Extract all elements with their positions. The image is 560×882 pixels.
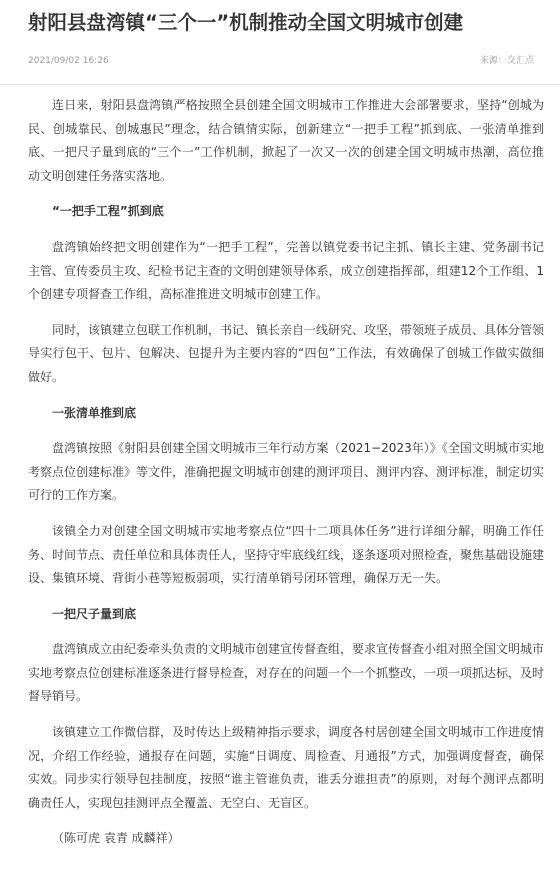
header-divider: [0, 84, 560, 85]
paragraph-section1-a: 盘湾镇始终把文明创建作为“一把手工程”，完善以镇党委书记主抓、镇长主建、党务副书记主管、宣传委员主攻、纪检书记主查的文明创建领导体系，成立创建指挥部，组建12个工作组、1个创建专项督查工作组，高标准推进文明城市创建工作。: [28, 239, 544, 302]
article-authors: （陈可虎 袁青 成麟祥）: [52, 831, 180, 846]
paragraph-section1-b: 同时，该镇建立包联工作机制，书记、镇长亲自一线研究、攻坚，带领班子成员、具体分管领导实行包干、包片、包解决、包提升为主要内容的“四包”工作法，有效确保了创城工作做实做细做好。: [28, 322, 545, 384]
article-meta: [28, 54, 544, 68]
article-body: [28, 88, 544, 851]
paragraph-section3-a: 盘湾镇成立由纪委牵头负责的文明城市创建宣传督查组，要求宣传督查小组对照全国文明城市实地考察点位创建标准逐条进行督导检查，对存在的问题一个一个抓整改，一项一项抓达标，及时督导销号。: [28, 642, 545, 704]
paragraph-section3-b: 该镇建立工作微信群，及时传达上级精神指示要求，调度各村居创建全国文明城市工作进度情况，介绍工作经验，通报存在问题，实施“日调度、周检查、月通报”方式，加强调度督查，确保实效。同步实行领导包挂制度，按照“谁主管谁负责，谁丢分谁担责”的原则，对每个测评点都明确责任人，实现包挂测评点全覆盖、无空白、无盲区。: [28, 725, 545, 810]
publish-datetime: 2021/09/02 16:26: [28, 56, 109, 66]
article-title: 射阳县盘湾镇“三个一”机制推动全国文明城市创建: [28, 11, 464, 34]
paragraph-intro: 连日来，射阳县盘湾镇严格按照全县创建全国文明城市工作推进大会部署要求，坚持“创城为民、创城靠民、创城惠民”理念，结合镇情实际，创新建立“一把手工程”抓到底、一张清单推到底、一把尺子量到底的“三个一”工作机制，掀起了一次又一次的创建全国文明城市热潮，高位推动文明创建任务落实落地。: [28, 98, 544, 183]
section-heading-2: 一张清单推到底: [52, 405, 137, 420]
section-heading-3: 一把尺子量到底: [52, 606, 137, 621]
paragraph-section2-b: 该镇全力对创建全国文明城市实地考察点位“四十二项具体任务”进行详细分解，明确工作任务、时间节点、责任单位和具体责任人，坚持守牢底线红线，逐条逐项对照检查，聚焦基础设施建设、集镇环境、背街小巷等短板弱项，实行清单销号闭环管理，确保万无一失。: [28, 523, 545, 586]
section-heading-1: “一把手工程”抓到底: [52, 204, 164, 219]
paragraph-section2-a: 盘湾镇按照《射阳县创建全国文明城市三年行动方案（2021−2023年）》《全国文明城市实地考察点位创建标准》等文件，准确把握文明城市创建的测评项目、测评内容、测评标准，制定切实可行的工作方案。: [28, 441, 545, 503]
article-header: [0, 0, 560, 68]
article-source: 来源：交汇点: [479, 56, 534, 66]
